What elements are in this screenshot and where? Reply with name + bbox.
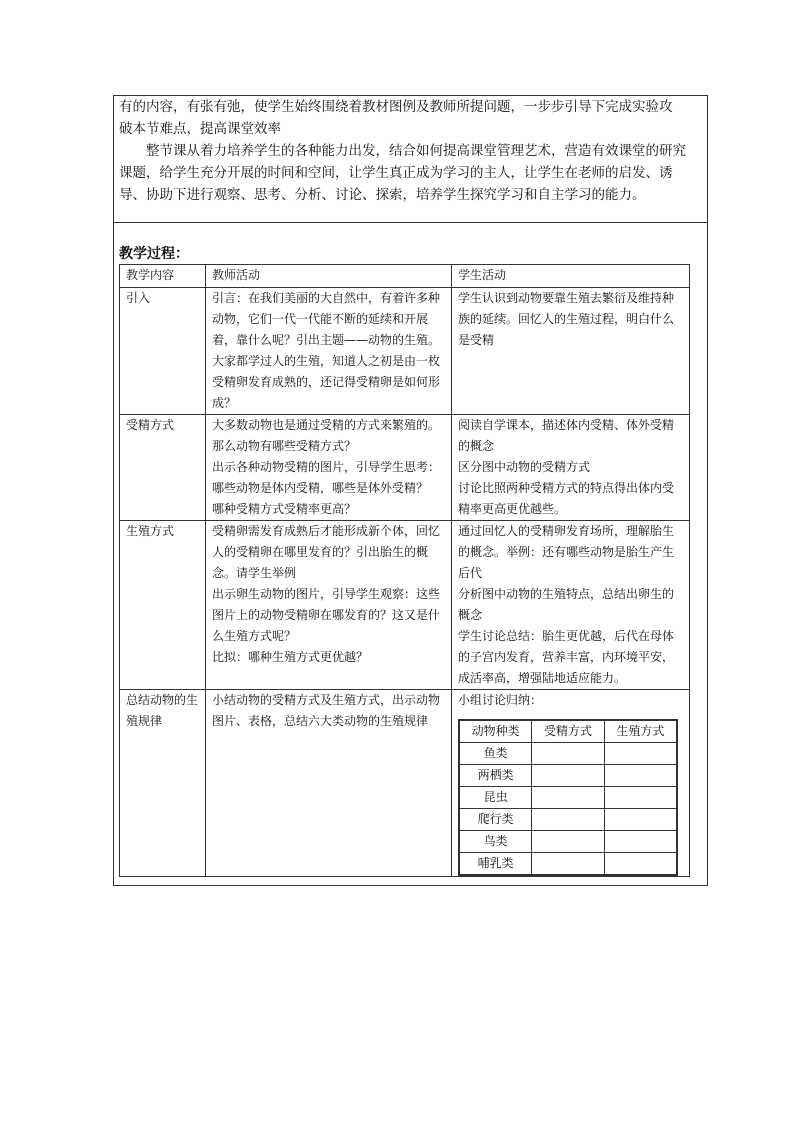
teacher-line: 引言：在我们美丽的大自然中，有着许多种动物，它们一代一代能不断的延续和开展着，靠什么呢？引出主题——动物的生殖。 bbox=[212, 291, 441, 347]
teacher-line: 出示卵生动物的图片，引导学生观察：这些图片上的动物受精卵在哪发育的？这又是什么生殖方式呢？ bbox=[212, 587, 441, 643]
header-content: 教学内容 bbox=[120, 265, 206, 288]
summary-cell bbox=[532, 809, 605, 831]
summary-cell bbox=[604, 831, 677, 853]
summary-row bbox=[459, 853, 677, 876]
summary-cell bbox=[604, 809, 677, 831]
intro-line-1: 有的内容，有张有弛，使学生始终围绕着教材图例及教师所提问题，一步步引导下完成实验攻 bbox=[119, 99, 673, 115]
student-line: 学生讨论总结：胎生更优越，后代在母体的子宫内发育，营养丰富，内环境平安，成活率高，增强陆地适应能力。 bbox=[458, 629, 675, 685]
row-teacher bbox=[206, 690, 452, 877]
teacher-line: 小结动物的受精方式及生殖方式，出示动物图片、表格，总结六大类动物的生殖规律 bbox=[212, 693, 441, 728]
summary-cell bbox=[604, 765, 677, 787]
header-teacher: 教师活动 bbox=[206, 265, 452, 288]
summary-cell bbox=[532, 831, 605, 853]
summary-animal: 鸟类 bbox=[459, 831, 532, 853]
summary-header: 生殖方式 bbox=[604, 720, 677, 743]
table-header-row bbox=[120, 265, 690, 288]
row-student bbox=[452, 415, 690, 521]
table-row bbox=[120, 690, 690, 877]
summary-header-row bbox=[459, 720, 677, 743]
summary-row bbox=[459, 809, 677, 831]
summary-row bbox=[459, 787, 677, 809]
row-content: 受精方式 bbox=[120, 415, 206, 521]
summary-cell bbox=[604, 743, 677, 765]
summary-cell bbox=[532, 787, 605, 809]
student-line: 阅读自学课本，描述体内受精、体外受精的概念 bbox=[458, 418, 675, 453]
summary-animal: 昆虫 bbox=[459, 787, 532, 809]
teacher-line: 大家都学过人的生殖，知道人之初是由一枚受精卵发育成熟的，还记得受精卵是如何形成？ bbox=[212, 354, 441, 410]
summary-row bbox=[459, 765, 677, 787]
table-row bbox=[120, 415, 690, 521]
summary-cell bbox=[604, 853, 677, 876]
student-line: 通过回忆人的受精卵发育场所，理解胎生的概念。举例：还有哪些动物是胎生产生后代 bbox=[458, 524, 675, 580]
row-content bbox=[120, 690, 206, 877]
teacher-line: 大多数动物也是通过受精的方式来繁殖的。那么动物有哪些受精方式？ bbox=[212, 418, 441, 453]
student-line: 小组讨论归纳： bbox=[458, 693, 543, 707]
row-teacher bbox=[206, 415, 452, 521]
summary-cell bbox=[532, 765, 605, 787]
teacher-line: 受精卵需发育成熟后才能形成新个体，回忆人的受精卵在哪里发育的？引出胎生的概念。请学生举例 bbox=[212, 524, 441, 580]
row-teacher bbox=[206, 521, 452, 690]
teaching-process-table bbox=[119, 264, 690, 877]
summary-animal: 哺乳类 bbox=[459, 853, 532, 876]
teacher-line: 出示各种动物受精的图片，引导学生思考：哪些动物是体内受精，哪些是体外受精？ bbox=[212, 460, 441, 495]
header-student: 学生活动 bbox=[452, 265, 690, 288]
row-student bbox=[452, 288, 690, 415]
teacher-line: 比拟：哪种生殖方式更优越？ bbox=[212, 650, 369, 664]
row-student bbox=[452, 690, 690, 877]
summary-header: 受精方式 bbox=[532, 720, 605, 743]
summary-row bbox=[459, 743, 677, 765]
row-teacher bbox=[206, 288, 452, 415]
student-line: 讨论比照两种受精方式的特点得出体内受精率更高更优越些。 bbox=[458, 481, 675, 516]
row-content-text: 总结动物的生殖规律 bbox=[126, 693, 199, 728]
summary-table bbox=[458, 719, 678, 876]
teacher-line: 哪种受精方式受精率更高？ bbox=[212, 502, 357, 516]
table-row bbox=[120, 288, 690, 415]
row-content: 生殖方式 bbox=[120, 521, 206, 690]
summary-cell bbox=[604, 787, 677, 809]
row-content: 引入 bbox=[120, 288, 206, 415]
section-divider bbox=[114, 222, 707, 223]
intro-line-2: 破本节难点，提高课堂效率 bbox=[119, 121, 281, 137]
intro-paragraph-2: 整节课从着力培养学生的各种能力出发，结合如何提高课堂管理艺术，营造有效课堂的研究课题，给学生充分开展的时间和空间，让学生真正成为学习的主人，让学生在老师的启发、诱导、协助下进行观察、思考、分析、讨论、探索，培养学生探究学习和自主学习的能力。 bbox=[119, 143, 686, 203]
summary-row bbox=[459, 831, 677, 853]
process-title: 教学过程： bbox=[119, 246, 189, 262]
summary-animal: 爬行类 bbox=[459, 809, 532, 831]
summary-cell bbox=[532, 853, 605, 876]
row-student bbox=[452, 521, 690, 690]
table-row bbox=[120, 521, 690, 690]
summary-header: 动物种类 bbox=[459, 720, 532, 743]
intro-text bbox=[119, 96, 699, 206]
student-line: 区分图中动物的受精方式 bbox=[458, 460, 591, 474]
summary-cell bbox=[532, 743, 605, 765]
student-line: 学生认识到动物要靠生殖去繁衍及维持种族的延续。回忆人的生殖过程，明白什么是受精 bbox=[458, 291, 675, 347]
student-line: 分析图中动物的生殖特点，总结出卵生的概念 bbox=[458, 587, 675, 622]
summary-animal: 鱼类 bbox=[459, 743, 532, 765]
summary-animal: 两栖类 bbox=[459, 765, 532, 787]
